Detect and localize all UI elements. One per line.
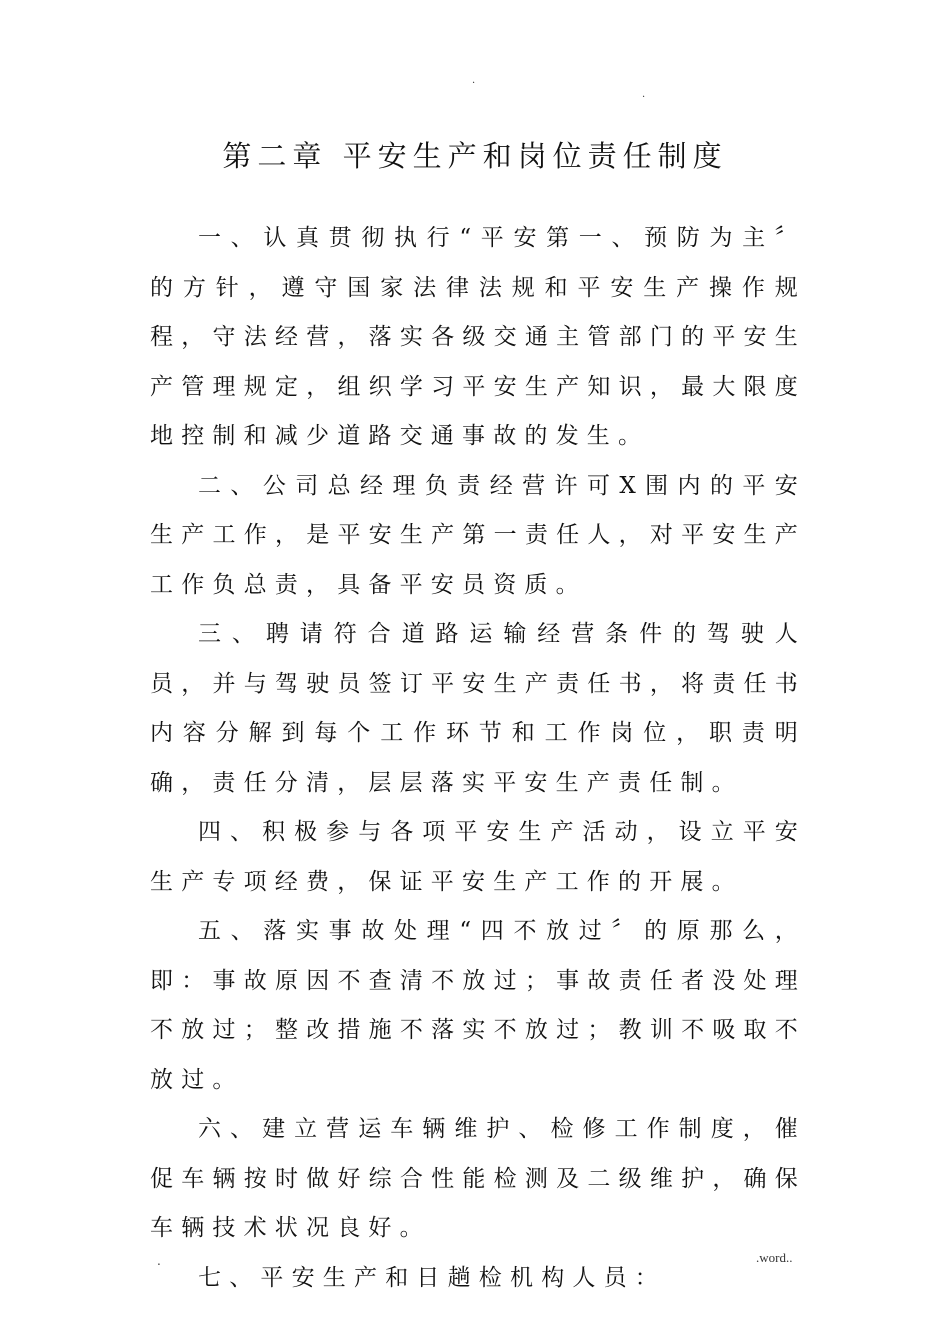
paragraph-7: 七、平安生产和日趟检机构人员：	[198, 1264, 666, 1291]
footer-word-mark: .word..	[756, 1250, 793, 1265]
header-dot-left: .	[472, 75, 476, 86]
paragraph-5: 五、落实事故处理“四不放过〞的原那么，即：事故原因不查清不放过；事故责任者没处理不放过；整改措施不落实不放过；教训不吸取不放过。	[150, 918, 806, 1093]
header-dot-right: .	[642, 89, 646, 100]
footer-dot: .	[157, 1254, 161, 1268]
paragraph-4: 四、积极参与各项平安生产活动，设立平安生产专项经费，保证平安生产工作的开展。	[150, 819, 806, 895]
paragraph-1: 一、认真贯彻执行“平安第一、预防为主〞的方针，遵守国家法律法规和平安生产操作规程，守法经营，落实各级交通主管部门的平安生产管理规定，组织学习平安生产知识，最大限度地控制和减少道路交通事故的发生。	[150, 225, 806, 449]
paragraph-6: 六、建立营运车辆维护、检修工作制度，催促车辆按时做好综合性能检测及二级维护，确保车辆技术状况良好。	[150, 1116, 806, 1241]
paragraph-2: 二、公司总经理负责经营许可X围内的平安生产工作，是平安生产第一责任人，对平安生产工作负总责，具备平安员资质。	[150, 472, 806, 598]
chapter-title: 第二章 平安生产和岗位责任制度	[222, 139, 728, 173]
document-body	[150, 214, 806, 1303]
paragraph-3: 三、聘请符合道路运输经营条件的驾驶人员，并与驾驶员签订平安生产责任书，将责任书内容分解到每个工作环节和工作岗位，职责明确，责任分清，层层落实平安生产责任制。	[150, 621, 806, 796]
